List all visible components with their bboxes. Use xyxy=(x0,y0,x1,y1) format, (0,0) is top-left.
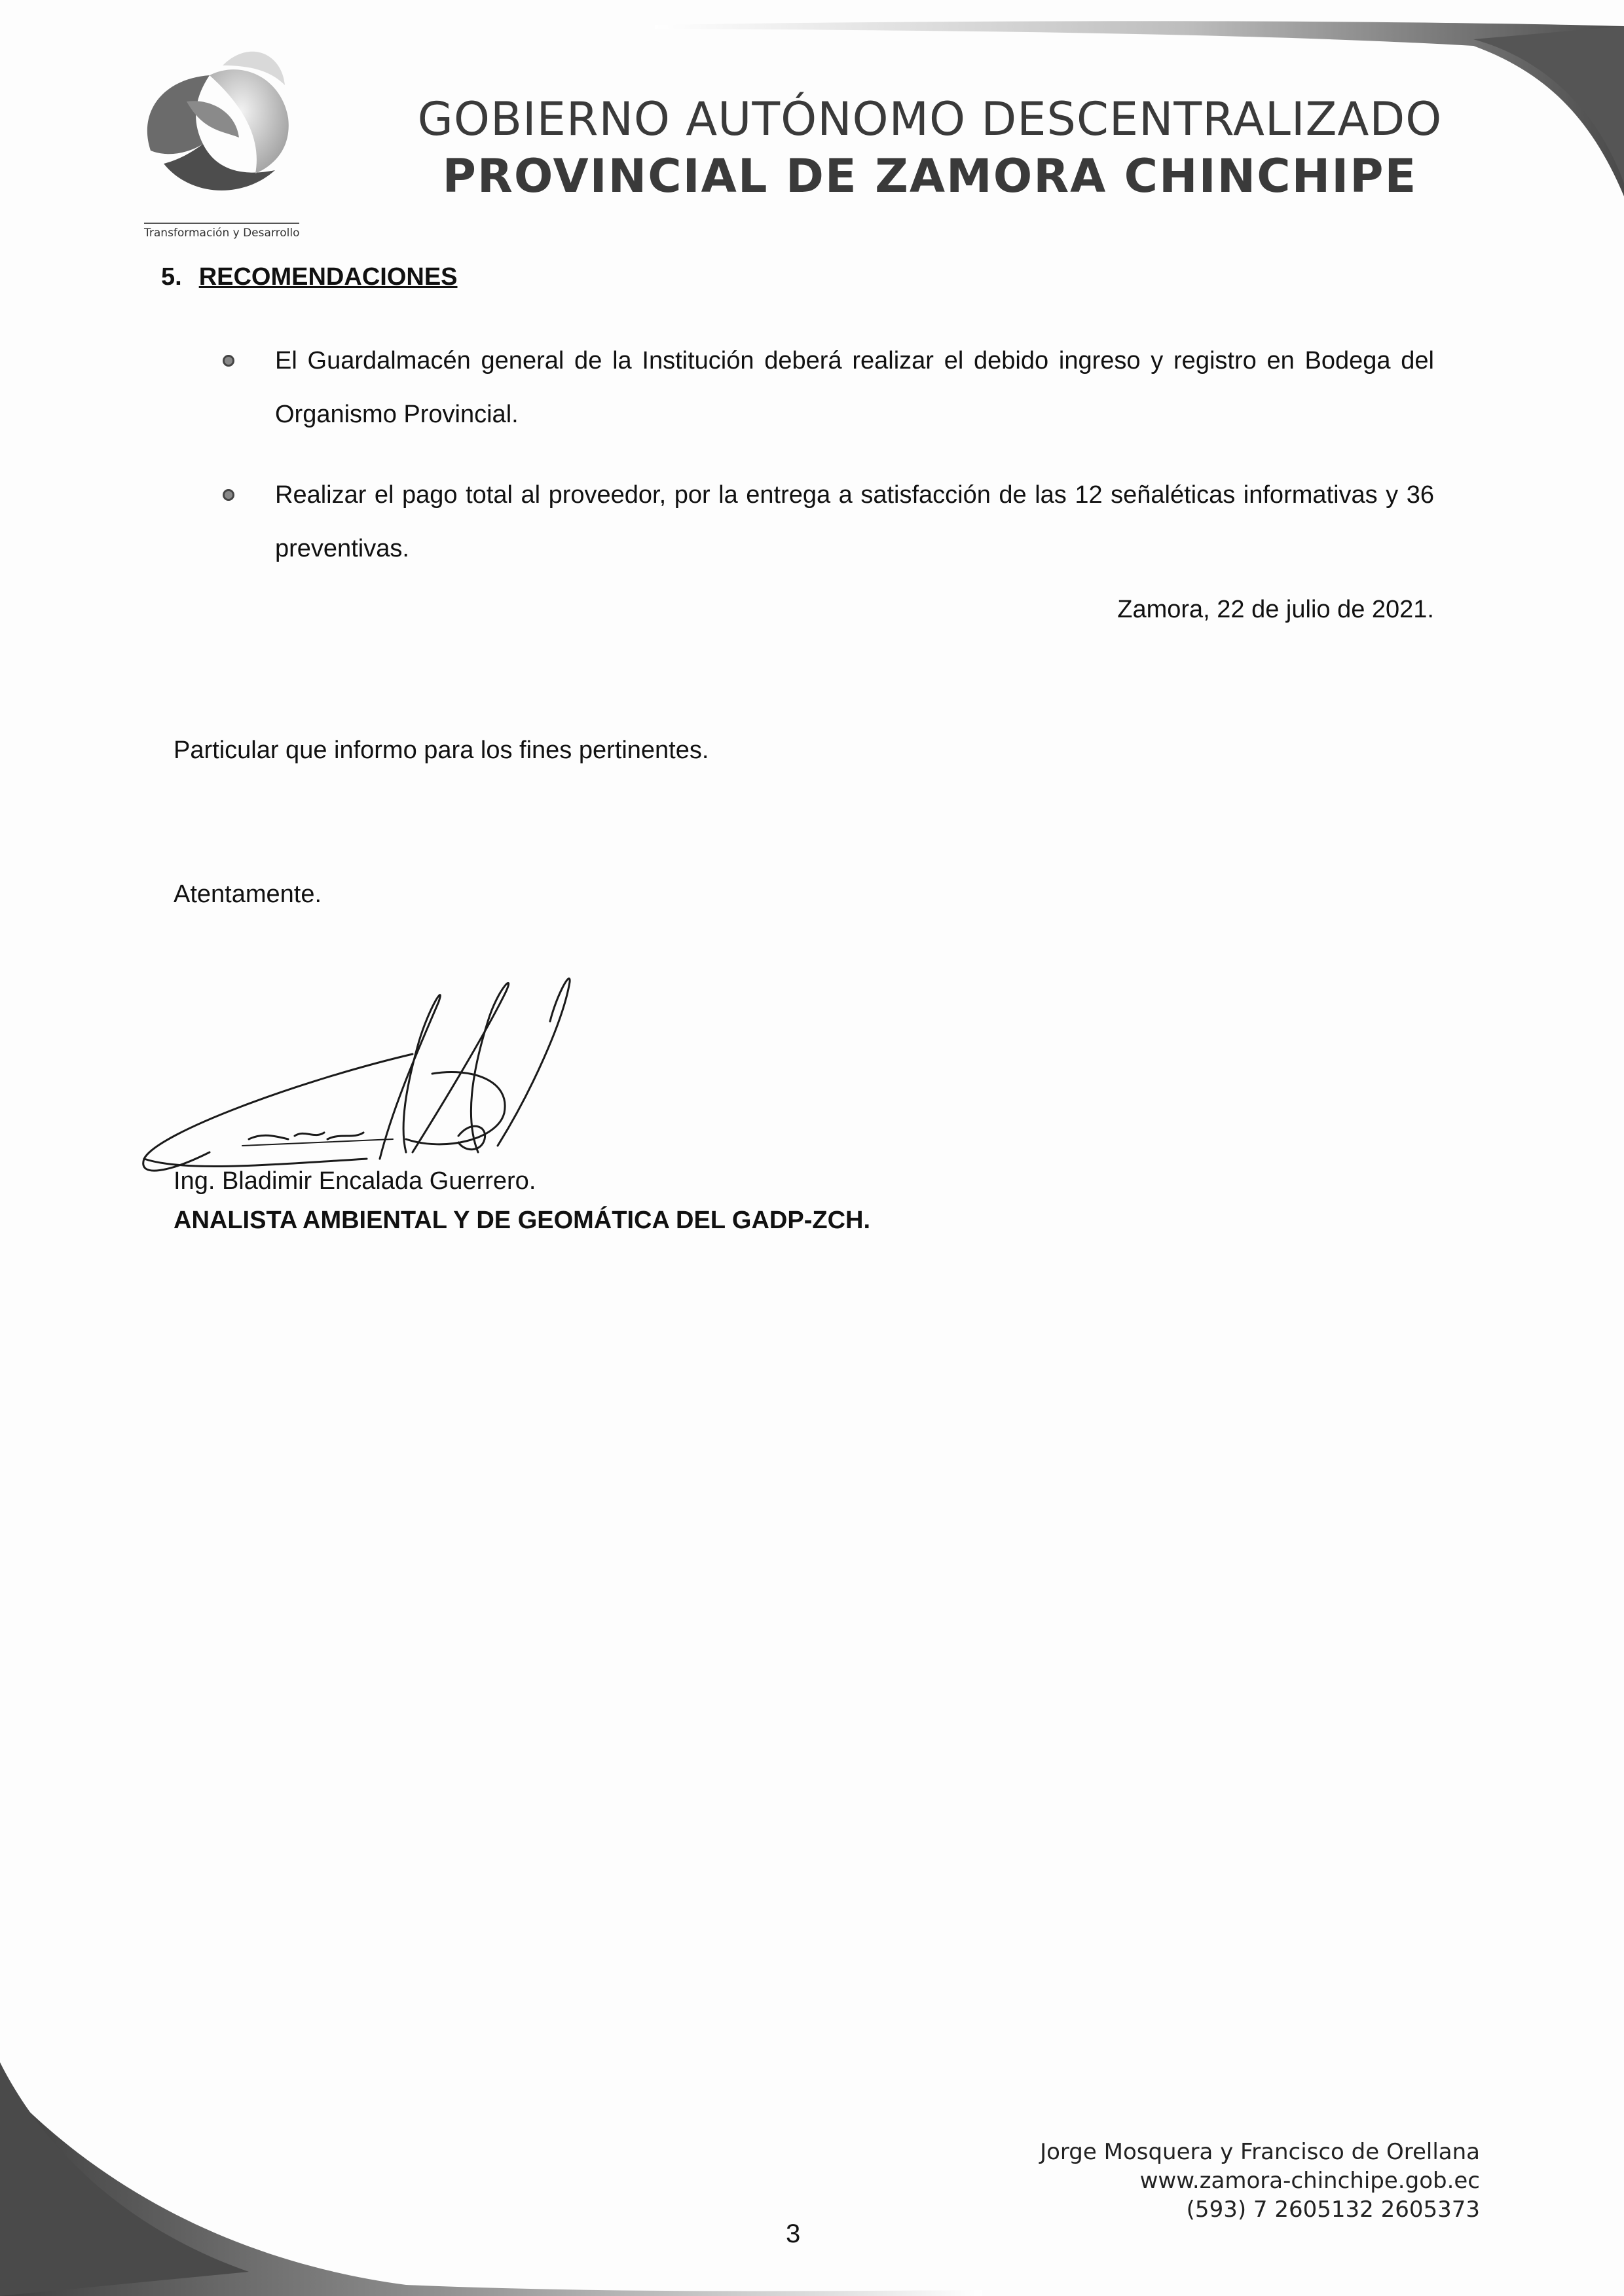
date-line: Zamora, 22 de julio de 2021. xyxy=(1117,596,1434,623)
signer-title: ANALISTA AMBIENTAL Y DE GEOMÁTICA DEL GADP-ZCH. xyxy=(174,1207,871,1234)
bottom-swoosh-decoration xyxy=(0,2062,982,2296)
bullet-icon xyxy=(223,489,234,501)
bullet-icon xyxy=(223,355,234,367)
section-number: 5. xyxy=(161,263,182,291)
logo-emblem-icon xyxy=(124,39,301,216)
page-number: 3 xyxy=(786,2219,801,2248)
section-title: RECOMENDACIONES xyxy=(198,263,458,291)
list-item xyxy=(223,334,1434,441)
footer-website: www.zamora-chinchipe.gob.ec xyxy=(1139,2168,1480,2194)
logo-tagline: Transformación y Desarrollo xyxy=(144,223,299,240)
footer-phone: (593) 7 2605132 2605373 xyxy=(1186,2196,1480,2223)
section-heading xyxy=(161,263,458,291)
header-title-line1: GOBIERNO AUTÓNOMO DESCENTRALIZADO xyxy=(417,92,1443,146)
list-item xyxy=(223,468,1434,575)
institution-logo xyxy=(118,39,341,240)
list-item-text: El Guardalmacén general de la Institución deberá realizar el debido ingreso y registro en Bodega del Organismo Provincial. xyxy=(275,347,1434,428)
closing-sentence: Particular que informo para los fines pertinentes. xyxy=(174,737,709,764)
valediction: Atentamente. xyxy=(174,881,322,908)
header-title-line2: PROVINCIAL DE ZAMORA CHINCHIPE xyxy=(442,149,1418,203)
footer-address: Jorge Mosquera y Francisco de Orellana xyxy=(1040,2139,1480,2165)
list-item-text: Realizar el pago total al proveedor, por la entrega a satisfacción de las 12 señaléticas informativas y 36 preventivas. xyxy=(275,481,1434,562)
signer-name: Ing. Bladimir Encalada Guerrero. xyxy=(174,1167,536,1195)
header-title xyxy=(393,92,1467,206)
footer xyxy=(1040,2138,1480,2224)
